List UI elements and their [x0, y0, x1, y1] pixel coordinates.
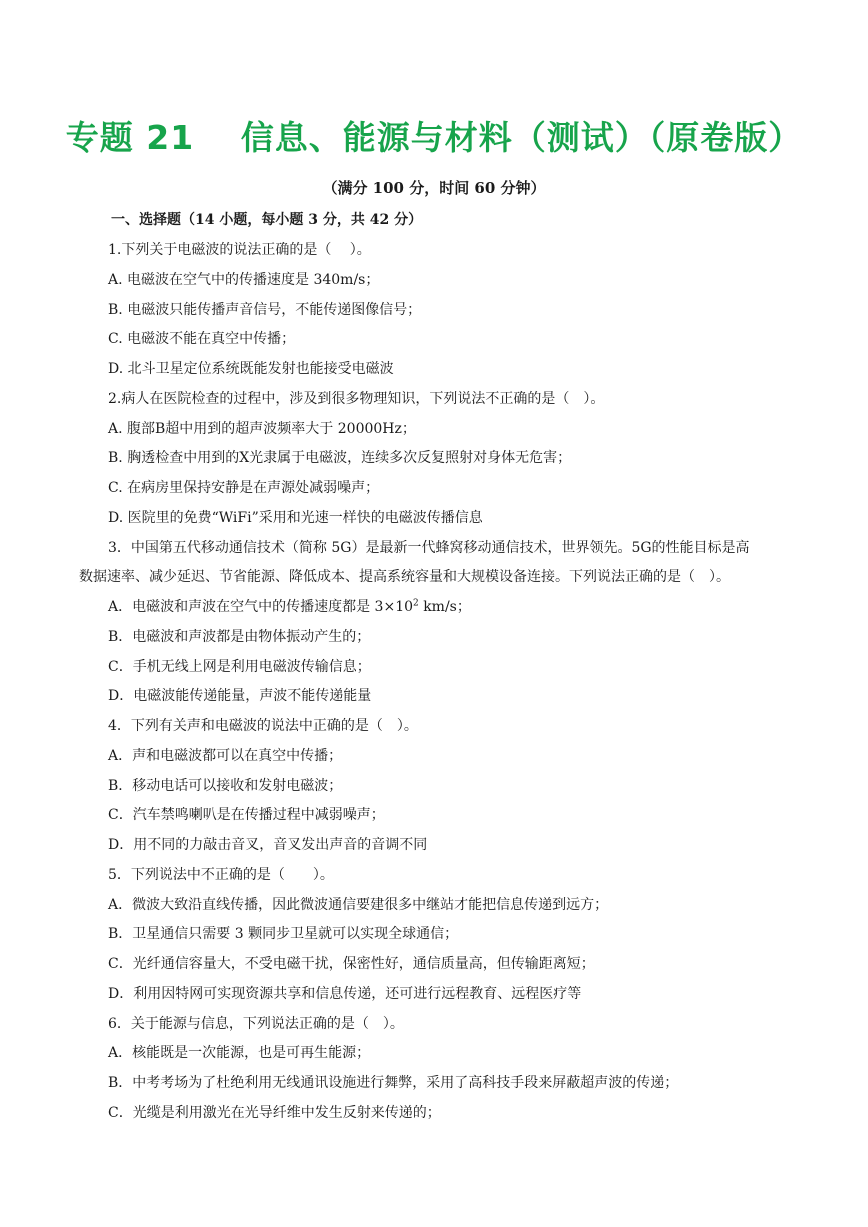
- option-line: B．移动电话可以接收和发射电磁波；: [108, 777, 343, 794]
- question-stem: 1.下列关于电磁波的说法正确的是（ ）。: [108, 242, 371, 258]
- question-stem: 5．下列说法中不正确的是（ ）。: [108, 866, 334, 883]
- option-line: B．中考考场为了杜绝利用无线通讯设施进行舞弊，采用了高科技手段来屏蔽超声波的传递；: [108, 1075, 679, 1091]
- option-line: A．声和电磁波都可以在真空中传播；: [108, 747, 343, 764]
- option-line: D．用不同的力敲击音叉，音叉发出声音的音调不同: [108, 837, 428, 853]
- score-time-subtitle: （满分 100 分，时间 60 分钟）: [322, 179, 546, 197]
- option-unit: km/s；: [418, 599, 471, 615]
- option-line: B．卫星通信只需要 3 颗同步卫星就可以实现全球通信；: [108, 926, 459, 943]
- question-list: [0, 236, 868, 1129]
- option-line: C．汽车禁鸣喇叭是在传播过程中减弱噪声；: [108, 807, 385, 824]
- option-line: C．光缆是利用激光在光导纤维中发生反射来传递的；: [108, 1104, 441, 1121]
- exponent: 2: [413, 598, 419, 609]
- option-line: B. 电磁波只能传播声音信号，不能传递图像信号；: [108, 301, 422, 318]
- option-line: B．电磁波和声波都是由物体振动产生的；: [108, 628, 371, 645]
- option-line: A. 电磁波在空气中的传播速度是 340m/s；: [108, 271, 380, 288]
- option-text: A．电磁波和声波在空气中的传播速度都是 3×10: [108, 599, 414, 615]
- option-line: D. 医院里的免费“WiFi”采用和光速一样快的电磁波传播信息: [108, 509, 483, 526]
- option-line: D．电磁波能传递能量，声波不能传递能量: [108, 688, 372, 705]
- option-line: A. 腹部B超中用到的超声波频率大于 20000Hz；: [108, 420, 416, 437]
- page-title: 专题 21 信息、能源与材料（测试）（原卷版）: [65, 118, 803, 157]
- question-stem: 2.病人在医院检查的过程中，涉及到很多物理知识，下列说法不正确的是（ ）。: [108, 390, 605, 407]
- option-line: C．光纤通信容量大，不受电磁干扰，保密性好，通信质量高，但传输距离短；: [108, 956, 595, 972]
- question-stem: 3．中国第五代移动通信技术（简称 5G）是最新一代蜂窝移动通信技术，世界领先。5G的性能目标是高: [108, 539, 750, 556]
- option-line: A．微波大致沿直线传播，因此微波通信要建很多中继站才能把信息传递到远方；: [108, 896, 609, 913]
- question-stem-continued: 数据速率、减少延迟、节省能源、降低成本、提高系统容量和大规模设备连接。下列说法正确的是（ ）。: [79, 569, 730, 586]
- option-line: D．利用因特网可实现资源共享和信息传递，还可进行远程教育、远程医疗等: [108, 985, 582, 1002]
- option-line: B. 胸透检查中用到的X光隶属于电磁波，连续多次反复照射对身体无危害；: [108, 450, 572, 467]
- option-line: C．手机无线上网是利用电磁波传输信息；: [108, 658, 371, 675]
- option-line: [0, 593, 868, 623]
- question-stem: 4．下列有关声和电磁波的说法中正确的是（ ）。: [108, 718, 418, 734]
- question-stem: 6．关于能源与信息，下列说法正确的是（ ）。: [108, 1015, 404, 1032]
- option-line: D. 北斗卫星定位系统既能发射也能接受电磁波: [108, 361, 394, 377]
- option-line: C. 在病房里保持安静是在声源处减弱噪声；: [108, 480, 380, 496]
- option-line: C. 电磁波不能在真空中传播；: [108, 331, 296, 348]
- option-line: A．核能既是一次能源，也是可再生能源；: [108, 1045, 371, 1062]
- section-heading: 一、选择题（14 小题，每小题 3 分，共 42 分）: [111, 212, 423, 228]
